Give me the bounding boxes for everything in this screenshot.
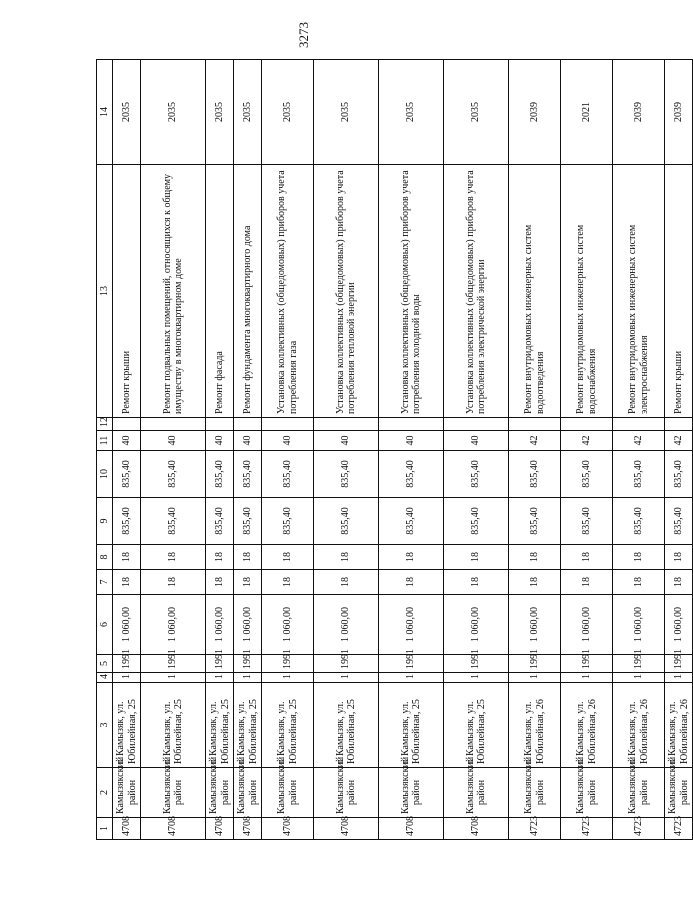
cell-area: 1 060,00 bbox=[379, 595, 444, 655]
column-header: 14 bbox=[97, 60, 113, 165]
cell-work: Ремонт внутридомовых инженерных систем электроснабжения bbox=[613, 165, 665, 418]
cell-address: г. Камызяк, ул. Юбилейная, 25 bbox=[444, 683, 509, 768]
cell-c11: 40 bbox=[234, 431, 262, 451]
cell-year: 1991 bbox=[509, 655, 561, 673]
cell-district: Камызякский район bbox=[206, 768, 234, 818]
cell-address: г. Камызяк, ул. Юбилейная, 25 bbox=[141, 683, 206, 768]
cell-year: 1991 bbox=[206, 655, 234, 673]
cell-c12 bbox=[206, 418, 234, 431]
cell-c4: 1 bbox=[141, 673, 206, 683]
cell-c7: 18 bbox=[234, 570, 262, 595]
cell-c7: 18 bbox=[613, 570, 665, 595]
column-header: 10 bbox=[97, 451, 113, 498]
cell-area: 1 060,00 bbox=[206, 595, 234, 655]
cell-c10: 835,40 bbox=[314, 451, 379, 498]
cell-year: 1991 bbox=[234, 655, 262, 673]
cell-c12 bbox=[509, 418, 561, 431]
cell-year: 1991 bbox=[613, 655, 665, 673]
cell-c11: 42 bbox=[509, 431, 561, 451]
cell-c12 bbox=[234, 418, 262, 431]
cell-c10: 835,40 bbox=[206, 451, 234, 498]
cell-work: Ремонт крыши bbox=[113, 165, 141, 418]
cell-c10: 835,40 bbox=[141, 451, 206, 498]
cell-area: 1 060,00 bbox=[444, 595, 509, 655]
cell-c8: 18 bbox=[561, 545, 613, 570]
cell-c11: 42 bbox=[613, 431, 665, 451]
column-header: 7 bbox=[97, 570, 113, 595]
cell-district: Камызякский район bbox=[665, 768, 693, 818]
cell-area: 1 060,00 bbox=[141, 595, 206, 655]
cell-c9: 835,40 bbox=[613, 498, 665, 545]
table-row bbox=[509, 60, 561, 840]
cell-work: Ремонт внутридомовых инженерных систем водоотведения bbox=[509, 165, 561, 418]
cell-c4: 1 bbox=[665, 673, 693, 683]
cell-work: Ремонт фундамента многоквартирного дома bbox=[234, 165, 262, 418]
cell-c10: 835,40 bbox=[113, 451, 141, 498]
cell-c9: 835,40 bbox=[234, 498, 262, 545]
column-header: 3 bbox=[97, 683, 113, 768]
cell-address: г. Камызяк, ул. Юбилейная, 25 bbox=[314, 683, 379, 768]
cell-year-plan: 2035 bbox=[379, 60, 444, 165]
cell-year-plan: 2035 bbox=[113, 60, 141, 165]
cell-c9: 835,40 bbox=[561, 498, 613, 545]
cell-year: 1991 bbox=[262, 655, 314, 673]
cell-c11: 40 bbox=[141, 431, 206, 451]
cell-c12 bbox=[561, 418, 613, 431]
cell-district: Камызякский район bbox=[314, 768, 379, 818]
cell-c9: 835,40 bbox=[314, 498, 379, 545]
table-row bbox=[379, 60, 444, 840]
cell-c9: 835,40 bbox=[379, 498, 444, 545]
cell-c4: 1 bbox=[509, 673, 561, 683]
cell-address: г. Камызяк, ул. Юбилейная, 26 bbox=[613, 683, 665, 768]
cell-id: 4708 bbox=[113, 818, 141, 840]
cell-id: 4708 bbox=[234, 818, 262, 840]
cell-c10: 835,40 bbox=[561, 451, 613, 498]
cell-c12 bbox=[665, 418, 693, 431]
cell-c11: 40 bbox=[314, 431, 379, 451]
cell-year-plan: 2039 bbox=[665, 60, 693, 165]
cell-c12 bbox=[262, 418, 314, 431]
cell-work: Ремонт внутридомовых инженерных систем водоснабжения bbox=[561, 165, 613, 418]
cell-c8: 18 bbox=[141, 545, 206, 570]
column-header: 2 bbox=[97, 768, 113, 818]
cell-c7: 18 bbox=[262, 570, 314, 595]
cell-work: Установка коллективных (общедомовых) приборов учета потребления электрической энергии bbox=[444, 165, 509, 418]
cell-c9: 835,40 bbox=[113, 498, 141, 545]
cell-c7: 18 bbox=[509, 570, 561, 595]
cell-c12 bbox=[314, 418, 379, 431]
cell-c9: 835,40 bbox=[206, 498, 234, 545]
cell-id: 4708 bbox=[262, 818, 314, 840]
cell-id: 4723 bbox=[665, 818, 693, 840]
cell-address: г. Камызяк, ул. Юбилейная, 25 bbox=[113, 683, 141, 768]
cell-year-plan: 2021 bbox=[561, 60, 613, 165]
cell-c4: 1 bbox=[262, 673, 314, 683]
column-header: 4 bbox=[97, 673, 113, 683]
cell-c8: 18 bbox=[665, 545, 693, 570]
column-header: 8 bbox=[97, 545, 113, 570]
cell-c12 bbox=[379, 418, 444, 431]
cell-c8: 18 bbox=[444, 545, 509, 570]
cell-address: г. Камызяк, ул. Юбилейная, 25 bbox=[262, 683, 314, 768]
cell-c8: 18 bbox=[509, 545, 561, 570]
cell-c8: 18 bbox=[613, 545, 665, 570]
cell-c8: 18 bbox=[379, 545, 444, 570]
cell-c7: 18 bbox=[444, 570, 509, 595]
cell-c10: 835,40 bbox=[262, 451, 314, 498]
cell-c8: 18 bbox=[314, 545, 379, 570]
table-row bbox=[444, 60, 509, 840]
cell-id: 4708 bbox=[206, 818, 234, 840]
cell-c12 bbox=[613, 418, 665, 431]
cell-year: 1991 bbox=[113, 655, 141, 673]
cell-c9: 835,40 bbox=[262, 498, 314, 545]
cell-year-plan: 2035 bbox=[262, 60, 314, 165]
cell-area: 1 060,00 bbox=[561, 595, 613, 655]
table-row bbox=[113, 60, 141, 840]
cell-c10: 835,40 bbox=[379, 451, 444, 498]
cell-c9: 835,40 bbox=[665, 498, 693, 545]
cell-year-plan: 2035 bbox=[141, 60, 206, 165]
cell-c4: 1 bbox=[234, 673, 262, 683]
cell-area: 1 060,00 bbox=[262, 595, 314, 655]
column-header: 5 bbox=[97, 655, 113, 673]
cell-c12 bbox=[113, 418, 141, 431]
cell-year: 1991 bbox=[379, 655, 444, 673]
cell-c8: 18 bbox=[262, 545, 314, 570]
cell-c4: 1 bbox=[314, 673, 379, 683]
table-row bbox=[206, 60, 234, 840]
cell-c12 bbox=[444, 418, 509, 431]
cell-address: г. Камызяк, ул. Юбилейная, 26 bbox=[509, 683, 561, 768]
cell-year-plan: 2035 bbox=[206, 60, 234, 165]
cell-c9: 835,40 bbox=[509, 498, 561, 545]
cell-district: Камызякский район bbox=[113, 768, 141, 818]
cell-area: 1 060,00 bbox=[234, 595, 262, 655]
cell-district: Камызякский район bbox=[234, 768, 262, 818]
cell-address: г. Камызяк, ул. Юбилейная, 25 bbox=[234, 683, 262, 768]
cell-year-plan: 2039 bbox=[509, 60, 561, 165]
table-row bbox=[613, 60, 665, 840]
cell-address: г. Камызяк, ул. Юбилейная, 26 bbox=[665, 683, 693, 768]
cell-c11: 42 bbox=[561, 431, 613, 451]
cell-c8: 18 bbox=[234, 545, 262, 570]
header-row bbox=[97, 60, 113, 840]
cell-c11: 40 bbox=[379, 431, 444, 451]
page-number: 3273 bbox=[296, 22, 311, 48]
cell-c7: 18 bbox=[314, 570, 379, 595]
cell-id: 4723 bbox=[509, 818, 561, 840]
cell-year: 1991 bbox=[314, 655, 379, 673]
cell-c7: 18 bbox=[113, 570, 141, 595]
cell-year-plan: 2035 bbox=[314, 60, 379, 165]
table-row bbox=[665, 60, 693, 840]
column-header: 11 bbox=[97, 431, 113, 451]
cell-c10: 835,40 bbox=[234, 451, 262, 498]
cell-id: 4708 bbox=[444, 818, 509, 840]
cell-c11: 40 bbox=[206, 431, 234, 451]
cell-id: 4708 bbox=[379, 818, 444, 840]
cell-c9: 835,40 bbox=[141, 498, 206, 545]
cell-c7: 18 bbox=[141, 570, 206, 595]
cell-work: Установка коллективных (общедомовых) приборов учета потребления газа bbox=[262, 165, 314, 418]
table-row bbox=[314, 60, 379, 840]
table-container bbox=[96, 60, 690, 840]
cell-c4: 1 bbox=[613, 673, 665, 683]
cell-district: Камызякский район bbox=[444, 768, 509, 818]
cell-c4: 1 bbox=[379, 673, 444, 683]
repair-program-table bbox=[96, 59, 693, 840]
cell-c8: 18 bbox=[113, 545, 141, 570]
cell-year-plan: 2035 bbox=[234, 60, 262, 165]
cell-c11: 40 bbox=[113, 431, 141, 451]
cell-address: г. Камызяк, ул. Юбилейная, 25 bbox=[379, 683, 444, 768]
cell-district: Камызякский район bbox=[509, 768, 561, 818]
column-header: 12 bbox=[97, 418, 113, 431]
cell-c10: 835,40 bbox=[665, 451, 693, 498]
cell-district: Камызякский район bbox=[613, 768, 665, 818]
cell-c4: 1 bbox=[444, 673, 509, 683]
cell-work: Установка коллективных (общедомовых) приборов учета потребления тепловой энергии bbox=[314, 165, 379, 418]
table-row bbox=[234, 60, 262, 840]
cell-c7: 18 bbox=[379, 570, 444, 595]
cell-c9: 835,40 bbox=[444, 498, 509, 545]
table-row bbox=[561, 60, 613, 840]
cell-c7: 18 bbox=[665, 570, 693, 595]
cell-year: 1991 bbox=[561, 655, 613, 673]
cell-c4: 1 bbox=[561, 673, 613, 683]
column-header: 13 bbox=[97, 165, 113, 418]
cell-id: 4708 bbox=[141, 818, 206, 840]
column-header: 6 bbox=[97, 595, 113, 655]
cell-district: Камызякский район bbox=[561, 768, 613, 818]
cell-district: Камызякский район bbox=[262, 768, 314, 818]
cell-c8: 18 bbox=[206, 545, 234, 570]
table-row bbox=[262, 60, 314, 840]
cell-work: Ремонт фасада bbox=[206, 165, 234, 418]
cell-c12 bbox=[141, 418, 206, 431]
cell-year: 1991 bbox=[444, 655, 509, 673]
cell-area: 1 060,00 bbox=[113, 595, 141, 655]
cell-id: 4723 bbox=[561, 818, 613, 840]
cell-c11: 42 bbox=[665, 431, 693, 451]
rotated-table-frame bbox=[96, 60, 690, 840]
cell-address: г. Камызяк, ул. Юбилейная, 26 bbox=[561, 683, 613, 768]
cell-year-plan: 2035 bbox=[444, 60, 509, 165]
column-header: 9 bbox=[97, 498, 113, 545]
cell-id: 4723 bbox=[613, 818, 665, 840]
cell-year: 1991 bbox=[665, 655, 693, 673]
cell-work: Ремонт крыши bbox=[665, 165, 693, 418]
cell-address: г. Камызяк, ул. Юбилейная, 25 bbox=[206, 683, 234, 768]
cell-c10: 835,40 bbox=[509, 451, 561, 498]
cell-c7: 18 bbox=[206, 570, 234, 595]
cell-id: 4708 bbox=[314, 818, 379, 840]
cell-c4: 1 bbox=[206, 673, 234, 683]
cell-c10: 835,40 bbox=[444, 451, 509, 498]
cell-c10: 835,40 bbox=[613, 451, 665, 498]
cell-work: Ремонт подвальных помещений, относящихся к общему имуществу в многоквартирном доме bbox=[141, 165, 206, 418]
cell-c11: 40 bbox=[444, 431, 509, 451]
cell-work: Установка коллективных (общедомовых) приборов учета потребления холодной воды bbox=[379, 165, 444, 418]
cell-year-plan: 2039 bbox=[613, 60, 665, 165]
cell-c7: 18 bbox=[561, 570, 613, 595]
cell-district: Камызякский район bbox=[141, 768, 206, 818]
cell-area: 1 060,00 bbox=[665, 595, 693, 655]
cell-c4: 1 bbox=[113, 673, 141, 683]
cell-year: 1991 bbox=[141, 655, 206, 673]
column-header: 1 bbox=[97, 818, 113, 840]
table-row bbox=[141, 60, 206, 840]
cell-c11: 40 bbox=[262, 431, 314, 451]
cell-area: 1 060,00 bbox=[314, 595, 379, 655]
cell-area: 1 060,00 bbox=[509, 595, 561, 655]
cell-area: 1 060,00 bbox=[613, 595, 665, 655]
cell-district: Камызякский район bbox=[379, 768, 444, 818]
